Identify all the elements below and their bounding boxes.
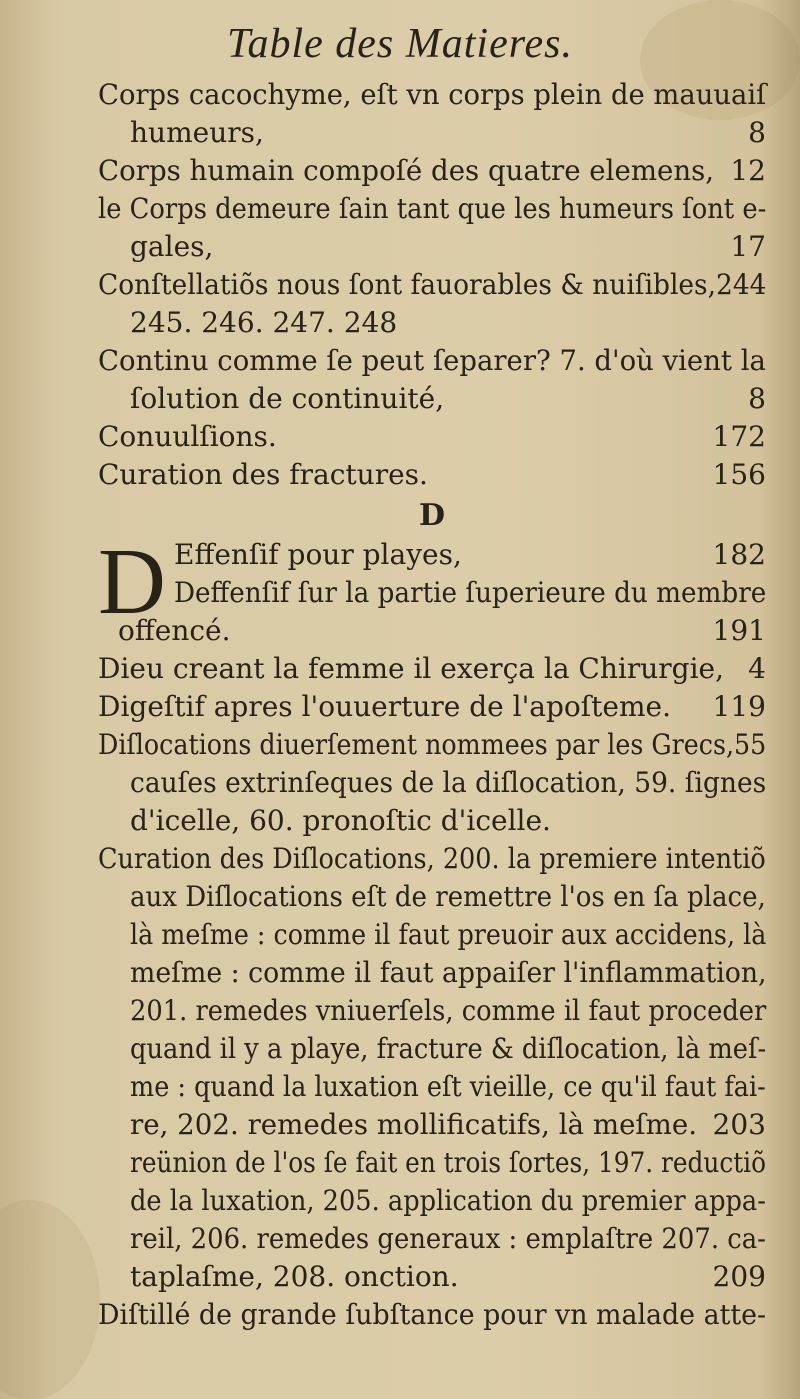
index-line <box>98 650 766 688</box>
entry-text: offencé. <box>118 614 231 647</box>
entry-text: Conſtellatiõs nous ſont fauorables & nuiſibles,244 <box>98 268 767 301</box>
entry-page: 119 <box>712 690 766 723</box>
entry-text: Dieu creant la femme il exerça la Chirurgie, <box>98 652 724 685</box>
index-line <box>98 1182 766 1220</box>
entry-text: Deffenſif ſur la partie ſuperieure du membre <box>174 576 767 609</box>
index-line <box>98 1030 766 1068</box>
entry-text: 201. remedes vniuerſels, comme il faut proceder <box>130 994 767 1027</box>
index-line <box>98 342 766 380</box>
entry-page: 17 <box>730 230 766 263</box>
entry-text: quand il y a playe, fracture & diſlocation, là meſ- <box>130 1032 767 1065</box>
drop-capital: D <box>98 530 166 634</box>
index-line <box>98 1144 766 1182</box>
index-line <box>98 878 766 916</box>
entry-page: 4 <box>748 652 766 685</box>
index-line <box>98 304 766 342</box>
entry-page: 156 <box>712 458 766 491</box>
index-line <box>98 992 766 1030</box>
entry-text: Conuulſions. <box>98 420 277 453</box>
entry-page: 8 <box>748 382 766 415</box>
entry-text: là meſme : comme il faut preuoir aux accidens, là <box>130 918 767 951</box>
index-line <box>98 418 766 456</box>
entry-text: gales, <box>130 230 214 263</box>
entry-text: reil, 206. remedes generaux : emplaſtre 207. ca- <box>130 1222 766 1255</box>
entry-text: Continu comme ſe peut ſeparer? 7. d'où vient la <box>98 344 766 377</box>
index-line <box>98 152 766 190</box>
entry-page: 191 <box>712 614 766 647</box>
entry-text: 245. 246. 247. 248 <box>130 306 398 339</box>
entry-text: meſme : comme il faut appaiſer l'inflammation, <box>130 956 767 989</box>
entry-text: de la luxation, 205. application du premier appa- <box>130 1184 766 1217</box>
entry-page: 8 <box>748 116 766 149</box>
index-line <box>98 1068 766 1106</box>
dropcap-block <box>98 530 767 650</box>
index-line <box>98 266 766 304</box>
index-line <box>98 1106 766 1144</box>
index-line <box>98 76 766 114</box>
entry-text: me : quand la luxation eſt vieille, ce qu'il faut fai- <box>130 1070 766 1103</box>
index-line <box>98 190 766 228</box>
entry-page: 12 <box>730 154 766 187</box>
entry-page: 203 <box>712 1108 766 1141</box>
entry-text: aux Diſlocations eſt de remettre l'os en ſa place, <box>130 880 766 913</box>
index-line <box>98 688 766 726</box>
entry-text: d'icelle, 60. pronoſtic d'icelle. <box>130 804 551 837</box>
entry-text: Corps cacochyme, eſt vn corps plein de mauuaiſ <box>98 78 767 111</box>
index-line <box>98 916 766 954</box>
index-line <box>98 574 766 612</box>
entry-text: Curation des Diſlocations, 200. la premiere intentiõ <box>98 842 766 875</box>
entry-text: le Corps demeure ſain tant que les humeurs ſont e- <box>98 192 767 225</box>
entry-text: reünion de l'os ſe fait en trois ſortes, 197. reductiõ <box>130 1146 767 1179</box>
index-line <box>98 726 766 764</box>
entry-text: cauſes extrinſeques de la diſlocation, 59. ſignes <box>130 766 767 799</box>
page-title: Table des Matieres. <box>226 21 574 67</box>
entry-text: ſolution de continuité, <box>130 382 445 415</box>
entry-text: Diſlocations diuerſement nommees par les Grecs,55 <box>98 728 767 761</box>
entry-text: Effenſif pour playes, <box>174 538 462 571</box>
entry-text: re, 202. remedes mollificatifs, là meſme. <box>130 1108 698 1141</box>
index-line <box>98 764 766 802</box>
index-line <box>98 228 766 266</box>
index-entries <box>98 76 766 1334</box>
entry-page: 182 <box>712 538 766 571</box>
entry-text: Curation des fractures. <box>98 458 428 491</box>
entry-text: Corps humain compoſé des quatre elemens, <box>98 154 715 187</box>
entry-text: humeurs, <box>130 116 264 149</box>
entry-text: taplaſme, 208. onction. <box>130 1260 459 1293</box>
index-line <box>98 612 766 650</box>
entry-page: 209 <box>712 1260 766 1293</box>
index-line <box>98 380 766 418</box>
index-line <box>98 1296 766 1334</box>
entry-text: Diſtillé de grande ſubſtance pour vn malade atte- <box>98 1298 767 1331</box>
index-line <box>98 1220 766 1258</box>
index-line <box>98 114 766 152</box>
index-line <box>98 1258 766 1296</box>
entry-page: 172 <box>712 420 766 453</box>
paper-stain <box>0 1200 100 1399</box>
index-line <box>98 840 766 878</box>
index-line <box>98 456 766 494</box>
entry-text: Digeſtif apres l'ouuerture de l'apoſteme. <box>98 690 671 723</box>
index-line <box>98 954 766 992</box>
index-line <box>98 802 766 840</box>
section-letter: D <box>418 498 445 533</box>
index-line <box>98 536 766 574</box>
